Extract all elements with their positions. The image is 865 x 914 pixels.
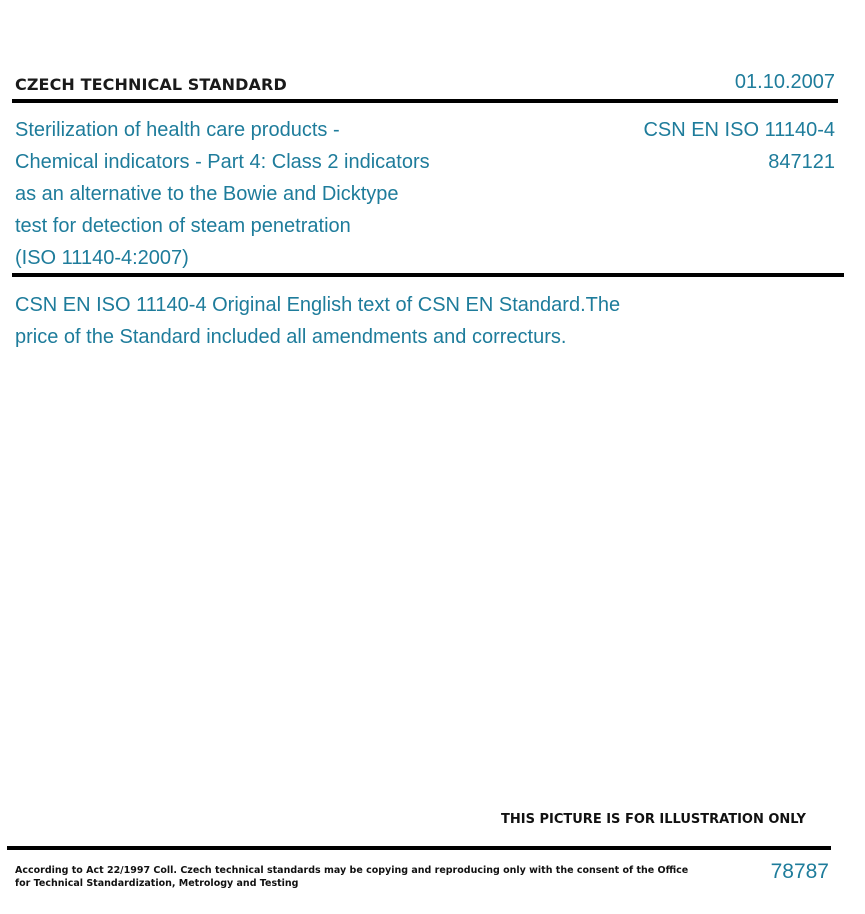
title-divider	[12, 273, 844, 277]
footer-divider	[7, 846, 831, 850]
legal-line: for Technical Standardization, Metrology and Testing	[15, 878, 299, 889]
title-line: (ISO 11140-4:2007)	[15, 247, 189, 269]
document-date: 01.10.2007	[734, 71, 835, 93]
standard-title	[15, 114, 430, 274]
illustration-disclaimer: THIS PICTURE IS FOR ILLUSTRATION ONLY	[501, 812, 806, 827]
standard-code: CSN EN ISO 11140-4	[643, 119, 835, 141]
document-kind-label: CZECH TECHNICAL STANDARD	[15, 75, 287, 94]
description-line: price of the Standard included all amendments and correcturs.	[15, 326, 567, 348]
title-line: Chemical indicators - Part 4: Class 2 indicators	[15, 151, 430, 173]
legal-notice	[15, 864, 688, 890]
legal-line: According to Act 22/1997 Coll. Czech technical standards may be copying and reproducing only with the consent of the Office	[15, 865, 689, 876]
title-line: Sterilization of health care products -	[15, 119, 340, 141]
catalog-number: 847121	[768, 151, 835, 173]
title-line: as an alternative to the Bowie and Dicktype	[15, 183, 399, 205]
title-line: test for detection of steam penetration	[15, 215, 351, 237]
footer-number: 78787	[770, 860, 829, 883]
header-divider	[12, 99, 838, 103]
description-line: CSN EN ISO 11140-4 Original English text of CSN EN Standard.The	[15, 294, 621, 316]
standard-identifiers	[643, 114, 835, 178]
standard-description	[15, 289, 620, 353]
